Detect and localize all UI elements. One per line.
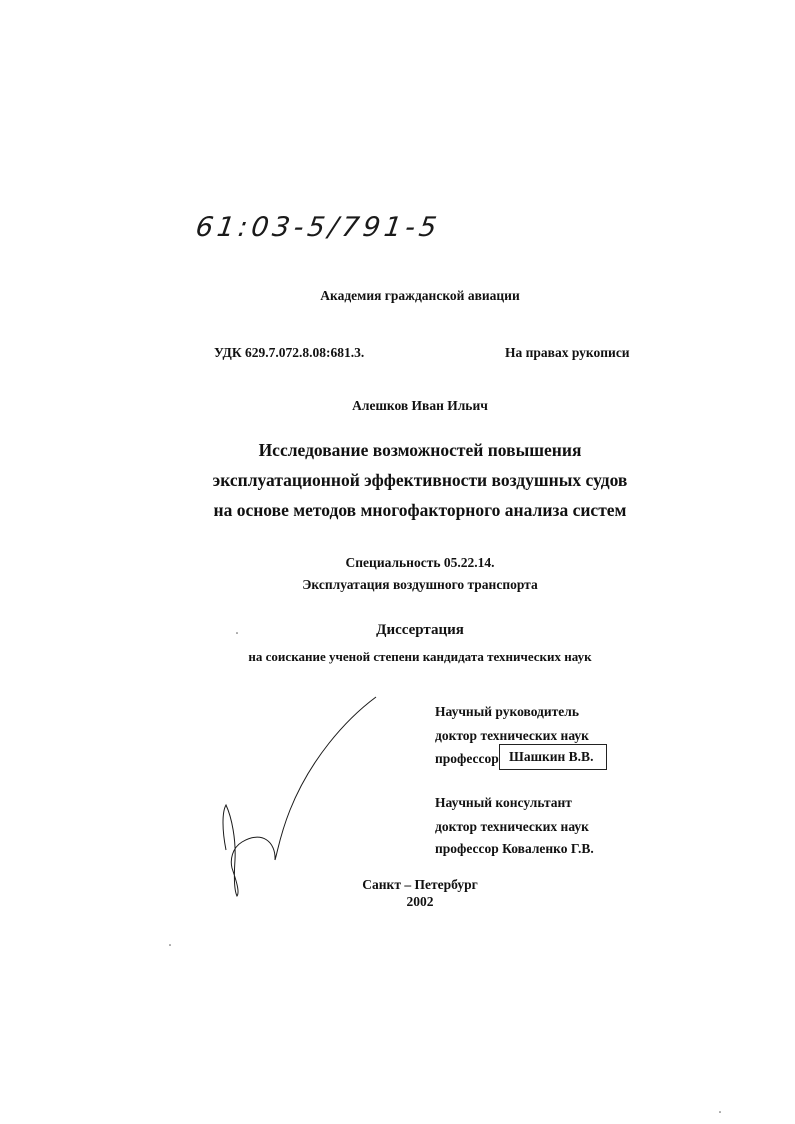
archive-code-handwritten: 61:03-5/791-5 [193, 212, 443, 243]
supervisor-degree: доктор технических наук [435, 728, 589, 743]
title-line-1: Исследование возможностей повышения [258, 440, 582, 460]
degree-line: на соискание ученой степени кандидата технических наук [248, 649, 592, 664]
specialty-code: Специальность 05.22.14. [345, 555, 495, 570]
signature-stroke [275, 697, 376, 860]
consultant-role: Научный консультант [435, 795, 572, 810]
author-name: Алешков Иван Ильич [352, 398, 488, 413]
speck-1 [236, 632, 238, 634]
supervisor-role: Научный руководитель [435, 704, 579, 719]
rights-note: На правах рукописи [505, 345, 630, 360]
signature-loop [223, 805, 275, 896]
document-type: Диссертация [376, 622, 464, 638]
title-line-2: эксплуатационной эффективности воздушных судов [212, 470, 628, 490]
supervisor-name: Шашкин В.В. [509, 749, 594, 764]
year: 2002 [406, 894, 434, 909]
title-line-3: на основе методов многофакторного анализа систем [213, 500, 627, 520]
speck-3 [719, 1111, 721, 1113]
speck-2 [169, 944, 171, 946]
consultant-title-name: профессор Коваленко Г.В. [435, 841, 594, 856]
supervisor-title: профессор [435, 751, 499, 766]
city: Санкт – Петербург [362, 877, 478, 892]
consultant-degree: доктор технических наук [435, 819, 589, 834]
udk-code: УДК 629.7.072.8.08:681.3. [214, 345, 365, 360]
institution-name: Академия гражданской авиации [320, 288, 520, 303]
specialty-name: Эксплуатация воздушного транспорта [302, 577, 538, 592]
